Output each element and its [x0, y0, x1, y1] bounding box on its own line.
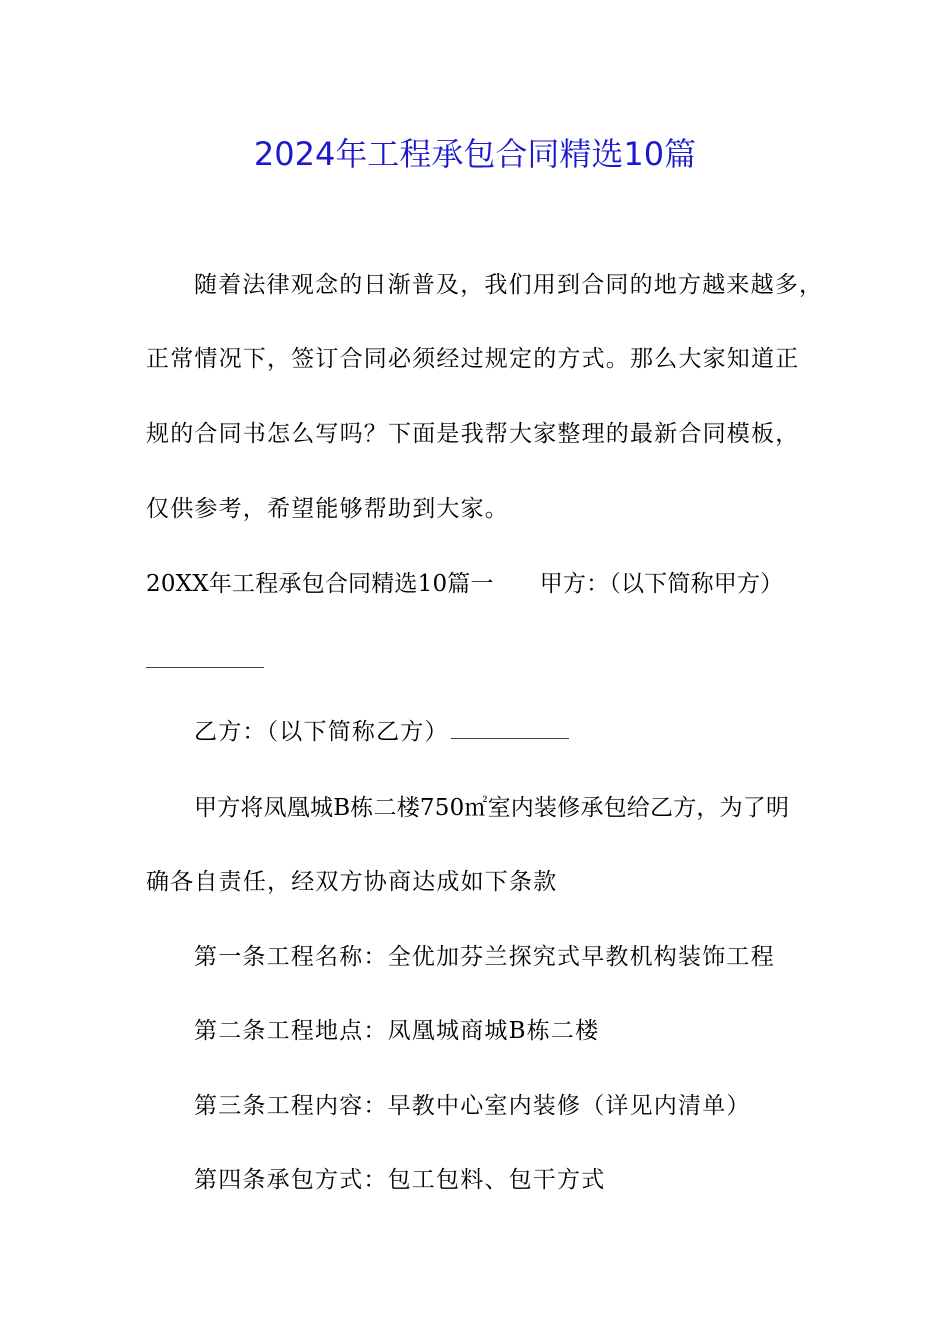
article-line: 第一条工程名称：全优加芬兰探究式早教机构装饰工程 — [194, 944, 775, 970]
party-b-line — [194, 716, 569, 748]
scope-line: 确各自责任，经双方协商达成如下条款 — [146, 869, 558, 895]
party-b-label: 乙方：（以下简称乙方） — [194, 719, 449, 745]
article-line: 第二条工程地点：凤凰城商城B栋二楼 — [194, 1018, 600, 1044]
article-line: 第四条承包方式：包工包料、包干方式 — [194, 1167, 606, 1193]
article-line: 第三条工程内容：早教中心室内装修（详见内清单） — [194, 1093, 751, 1119]
intro-line: 仅供参考，希望能够帮助到大家。 — [146, 496, 509, 522]
section-heading-line — [146, 568, 783, 600]
party-b-blank — [451, 716, 569, 739]
intro-line: 规的合同书怎么写吗？下面是我帮大家整理的最新合同模板， — [146, 421, 800, 447]
party-a-label: 甲方：（以下简称甲方） — [539, 571, 784, 597]
page-title: 2024年工程承包合同精选10篇 — [253, 135, 697, 173]
section-heading: 20XX年工程承包合同精选10篇一 — [146, 571, 494, 597]
intro-line: 随着法律观念的日渐普及，我们用到合同的地方越来越多， — [194, 272, 824, 298]
party-a-blank — [146, 667, 264, 668]
scope-line: 甲方将凤凰城B栋二楼750㎡室内装修承包给乙方，为了明 — [194, 795, 790, 821]
intro-line: 正常情况下，签订合同必须经过规定的方式。那么大家知道正 — [146, 346, 800, 372]
